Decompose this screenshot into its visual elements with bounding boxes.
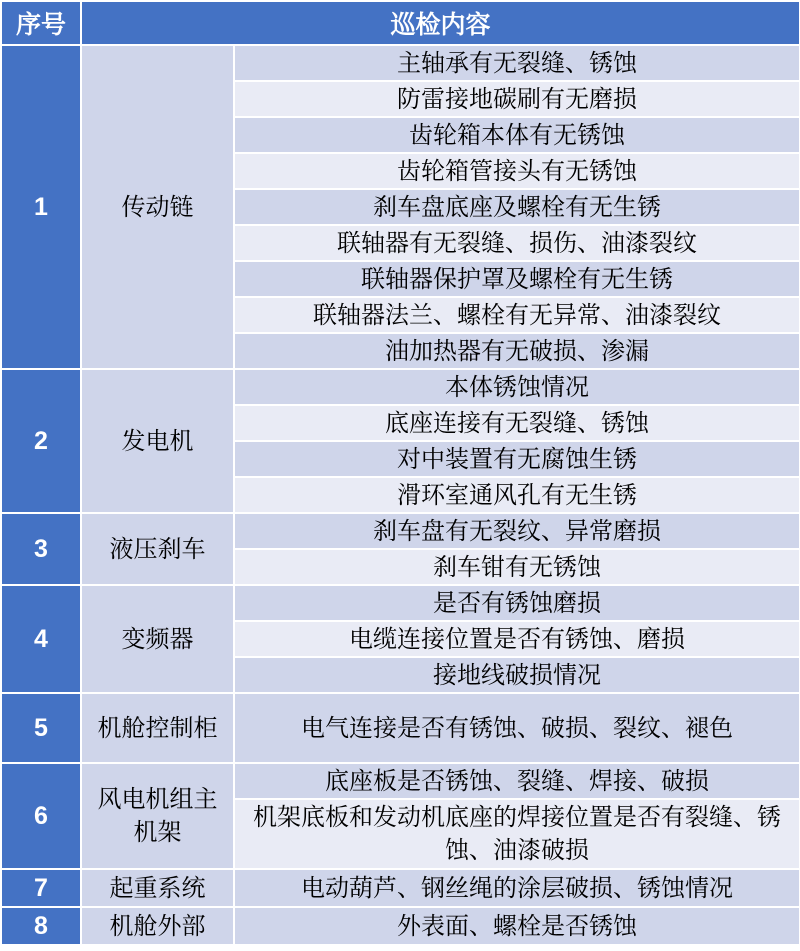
inspection-item: 油加热器有无破损、渗漏 bbox=[234, 333, 800, 369]
table-row bbox=[1, 369, 800, 405]
table-row bbox=[1, 907, 800, 945]
table-row bbox=[1, 45, 800, 81]
group-name: 起重系统 bbox=[81, 869, 234, 907]
group-number: 8 bbox=[1, 907, 81, 945]
inspection-item: 联轴器法兰、螺栓有无异常、油漆裂纹 bbox=[234, 297, 800, 333]
table-row bbox=[1, 585, 800, 621]
group-number: 7 bbox=[1, 869, 81, 907]
group-number: 3 bbox=[1, 513, 81, 585]
inspection-item: 联轴器保护罩及螺栓有无生锈 bbox=[234, 261, 800, 297]
inspection-item: 电缆连接位置是否有锈蚀、磨损 bbox=[234, 621, 800, 657]
group-number: 4 bbox=[1, 585, 81, 693]
inspection-item: 外表面、螺栓是否锈蚀 bbox=[234, 907, 800, 945]
inspection-item: 齿轮箱管接头有无锈蚀 bbox=[234, 153, 800, 189]
group-number: 5 bbox=[1, 693, 81, 763]
table-row bbox=[1, 869, 800, 907]
inspection-item: 接地线破损情况 bbox=[234, 657, 800, 693]
header-content: 巡检内容 bbox=[81, 1, 800, 45]
table-row bbox=[1, 763, 800, 799]
inspection-item: 底座板是否锈蚀、裂缝、焊接、破损 bbox=[234, 763, 800, 799]
group-name: 变频器 bbox=[81, 585, 234, 693]
inspection-item: 齿轮箱本体有无锈蚀 bbox=[234, 117, 800, 153]
header-no: 序号 bbox=[1, 1, 81, 45]
inspection-item: 底座连接有无裂缝、锈蚀 bbox=[234, 405, 800, 441]
inspection-item: 刹车盘有无裂纹、异常磨损 bbox=[234, 513, 800, 549]
group-number: 2 bbox=[1, 369, 81, 513]
group-number: 1 bbox=[1, 45, 81, 369]
table-row bbox=[1, 513, 800, 549]
inspection-item: 电气连接是否有锈蚀、破损、裂纹、褪色 bbox=[234, 693, 800, 763]
group-name: 机舱控制柜 bbox=[81, 693, 234, 763]
group-number: 6 bbox=[1, 763, 81, 869]
inspection-item: 本体锈蚀情况 bbox=[234, 369, 800, 405]
inspection-item: 是否有锈蚀磨损 bbox=[234, 585, 800, 621]
table-row bbox=[1, 693, 800, 763]
inspection-item: 防雷接地碳刷有无磨损 bbox=[234, 81, 800, 117]
inspection-item: 刹车盘底座及螺栓有无生锈 bbox=[234, 189, 800, 225]
inspection-item: 刹车钳有无锈蚀 bbox=[234, 549, 800, 585]
inspection-item: 滑环室通风孔有无生锈 bbox=[234, 477, 800, 513]
group-name: 传动链 bbox=[81, 45, 234, 369]
inspection-item: 电动葫芦、钢丝绳的涂层破损、锈蚀情况 bbox=[234, 869, 800, 907]
group-name: 发电机 bbox=[81, 369, 234, 513]
group-name: 液压刹车 bbox=[81, 513, 234, 585]
inspection-item: 主轴承有无裂缝、锈蚀 bbox=[234, 45, 800, 81]
header-row bbox=[1, 1, 800, 45]
group-name: 风电机组主机架 bbox=[81, 763, 234, 869]
inspection-item: 机架底板和发动机底座的焊接位置是否有裂缝、锈蚀、油漆破损 bbox=[234, 799, 800, 869]
inspection-item: 对中装置有无腐蚀生锈 bbox=[234, 441, 800, 477]
inspection-item: 联轴器有无裂缝、损伤、油漆裂纹 bbox=[234, 225, 800, 261]
group-name: 机舱外部 bbox=[81, 907, 234, 945]
